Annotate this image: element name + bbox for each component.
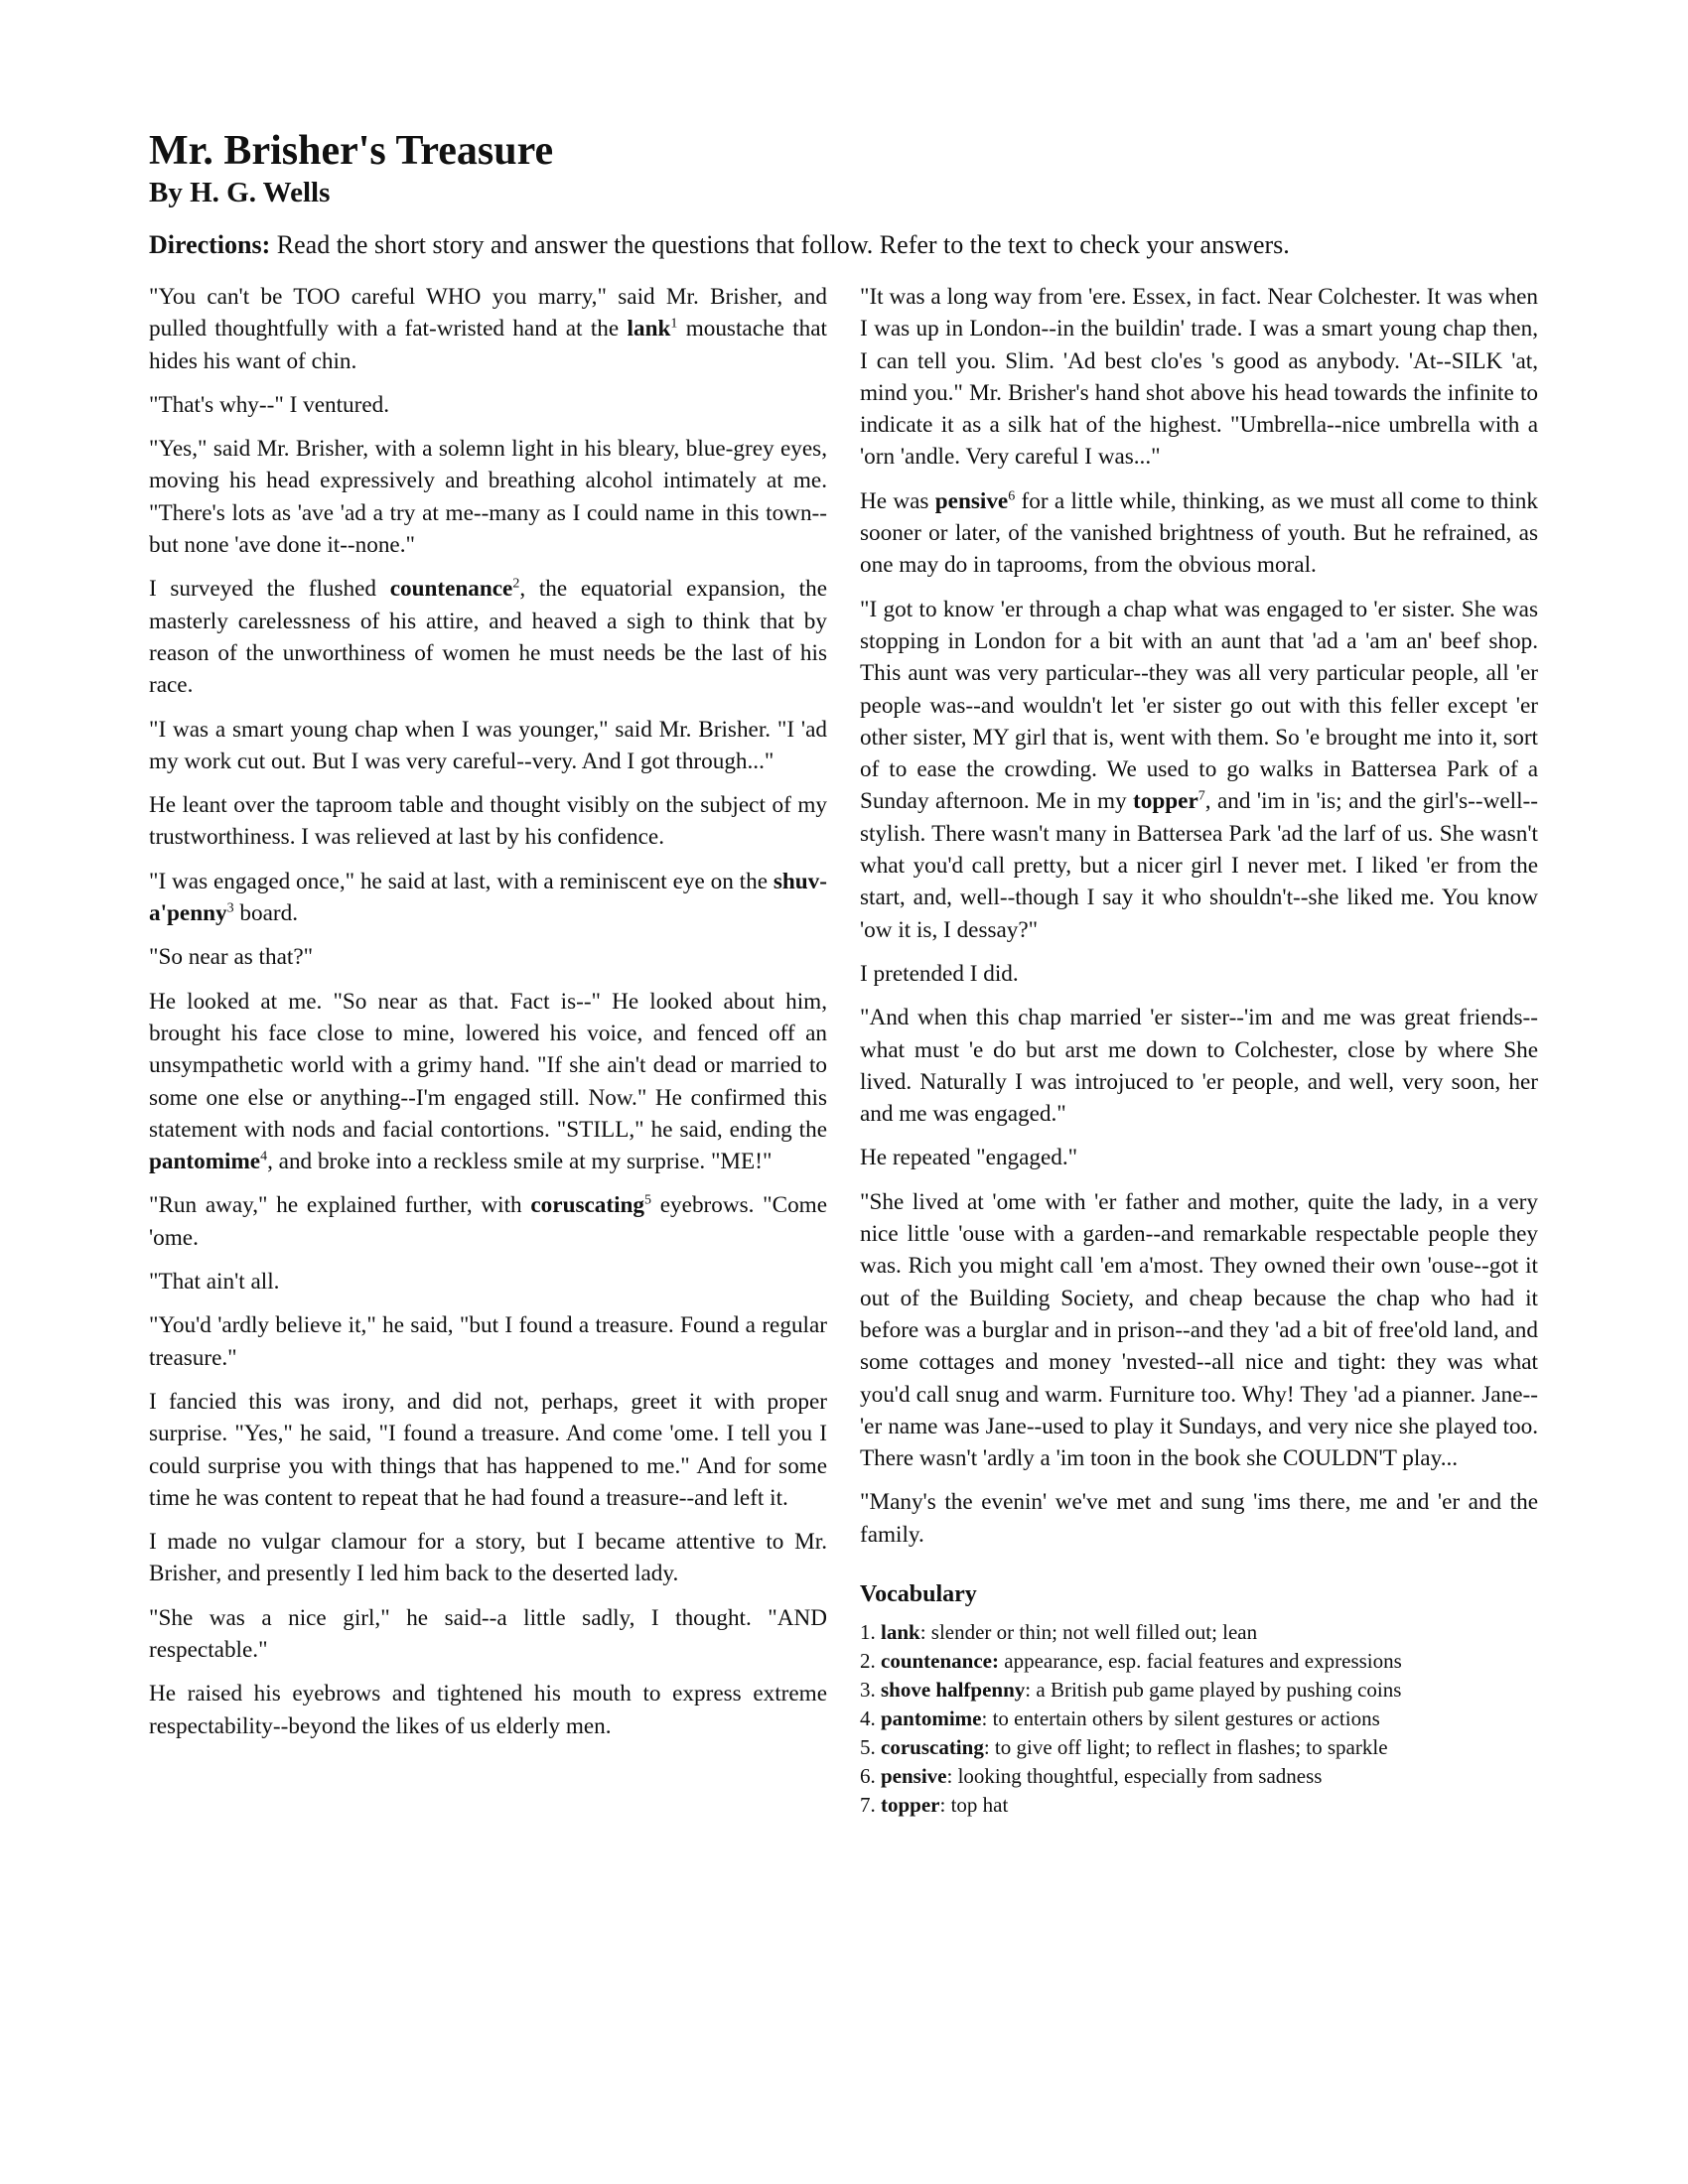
paragraph-text: , the equatorial expansion, the masterly carelessness of his attire, and heaved a sigh to think that by reason of the unworthiness of women he must needs be the last of his race. [149,576,827,699]
footnote-marker: 2 [512,576,520,592]
vocabulary-number: 4. [860,1706,881,1730]
paragraph-text: "That ain't all. [149,1269,280,1296]
vocabulary-definition: : a British pub game played by pushing coins [1025,1677,1402,1702]
vocabulary-item [860,1618,1538,1647]
story-paragraph [860,1002,1538,1130]
story-paragraph [149,866,827,930]
paragraph-text: I surveyed the flushed [149,576,390,603]
vocabulary-definition: : looking thoughtful, especially from sadness [946,1763,1323,1788]
footnote-marker: 7 [1197,788,1205,804]
story-paragraph [149,281,827,377]
story-paragraph [149,986,827,1178]
story-paragraph [149,714,827,778]
vocabulary-term: pensive [881,1763,947,1788]
vocabulary-item [860,1762,1538,1791]
story-paragraph [149,941,827,973]
worksheet-page [149,127,1538,1817]
paragraph-text: "It was a long way from 'ere. Essex, in fact. Near Colchester. It was when I was up in London--in the buildin' trade. I was a smart young chap then, I can tell you. Slim. 'Ad best clo'es 's good as anybody. 'At--SILK 'at, mind you." Mr. Brisher's hand shot above his head towards the infinite to indicate it as a silk hat of the highest. "Umbrella--nice umbrella with a 'orn 'andle. Very careful I was..." [860,284,1538,471]
paragraph-text: I fancied this was irony, and did not, perhaps, greet it with proper surprise. "Yes," he said, "I found a treasure. And come 'ome. I tell you I could surprise you with things that has happened to me." And for some time he was content to repeat that he had found a treasure--and left it. [149,1388,827,1511]
vocabulary-definition: : top hat [939,1792,1009,1817]
paragraph-text: , and broke into a reckless smile at my surprise. "ME!" [267,1149,773,1175]
vocab-term: shuv-a'penny [149,868,827,927]
paragraph-text: He repeated "engaged." [860,1145,1078,1171]
right-column [860,281,1538,1820]
paragraph-text: "So near as that?" [149,944,314,971]
paragraph-text: "You'd 'ardly believe it," he said, "but I found a treasure. Found a regular treasure." [149,1312,827,1371]
story-paragraph [149,1602,827,1667]
vocabulary-term: pantomime [881,1706,982,1730]
story-paragraph [149,1309,827,1374]
paragraph-text: "You can't be TOO careful WHO you marry," said Mr. Brisher, and pulled thoughtfully with a fat-wristed hand at the [149,284,827,342]
vocabulary-list [860,1618,1538,1820]
paragraph-text: moustache that hides his want of chin. [149,316,827,374]
vocabulary-item [860,1733,1538,1762]
paragraph-text: "Run away," he explained further, with [149,1192,531,1219]
vocab-term: countenance [389,576,513,603]
footnote-marker: 1 [670,316,678,332]
paragraph-text: "She lived at 'ome with 'er father and mother, quite the lady, in a very nice little 'ouse with a garden--and remarkable respectable people they was. Rich you might call 'em a'most. They owned their own 'ouse--got it out of the Building Society, and cheap because the chap who had it before was a burglar and in prison--and they 'ad a bit of free'old land, and some cottages and money 'nvested--all nice and tight: they was what you'd call snug and warm. Furniture too. Why! They 'ad a pianner. Jane--'er name was Jane--used to play it Sundays, and very nice she played too. There wasn't 'ardly a 'im toon in the book she COULDN'T play... [860,1188,1538,1472]
paragraph-text: He leant over the taproom table and thought visibly on the subject of my trustworthiness. I was relieved at last by his confidence. [149,792,827,851]
paragraph-text: , and 'im in 'is; and the girl's--well--stylish. There wasn't many in Battersea Park 'ad the larf of us. She wasn't what you'd call pretty, but a nicer girl I never met. I liked 'er from the start, and, well--though I say it who shouldn't--she liked me. You know 'ow it is, I dessay?" [860,788,1538,943]
story-paragraph [149,1526,827,1590]
paragraph-text: for a little while, thinking, as we must all come to think sooner or later, of the vanished brightness of youth. But he refrained, as one may do in taprooms, from the obvious moral. [860,487,1538,579]
paragraph-text: I pretended I did. [860,960,1019,987]
left-column [149,281,827,1754]
directions-label: Directions: [149,230,271,259]
vocab-term: pantomime [149,1149,261,1175]
paragraph-text: I made no vulgar clamour for a story, but I became attentive to Mr. Brisher, and presently I led him back to the deserted lady. [149,1529,827,1587]
story-paragraph [149,1678,827,1742]
story-paragraph [860,281,1538,474]
story-paragraph [149,789,827,854]
story-author: By H. G. Wells [149,177,331,208]
paragraph-text: "That's why--" I ventured. [149,391,390,418]
story-title: Mr. Brisher's Treasure [149,128,554,174]
paragraph-text: "I got to know 'er through a chap what was engaged to 'er sister. She was stopping in London for a bit with an aunt that 'ad a 'am an' beef shop. This aunt was very particular--they was all very particular people, all 'er people was--and wouldn't let 'er sister go out with this feller except 'er other sister, MY girl that is, went with them. So 'e brought me into it, sort of to ease the crowding. We used to go walks in Battersea Park of a Sunday afternoon. Me in my [860,596,1538,815]
vocabulary-number: 3. [860,1677,881,1702]
story-paragraph [149,389,827,421]
paragraph-text: "I was a smart young chap when I was younger," said Mr. Brisher. "I 'ad my work cut out. But I was very careful--very. And I got through..." [149,716,827,774]
vocabulary-number: 2. [860,1648,881,1673]
vocab-term: pensive [934,487,1009,514]
right-column-text [860,281,1538,1551]
vocabulary-item [860,1705,1538,1733]
vocabulary-number: 5. [860,1734,881,1759]
story-paragraph [860,1142,1538,1173]
story-paragraph [860,1486,1538,1551]
directions [149,228,1489,262]
paragraph-text: He looked at me. "So near as that. Fact is--" He looked about him, brought his face close to mine, lowered his voice, and fenced off an unsympathetic world with a grimy hand. "If she ain't dead or married to some one else or anything--I'm engaged still. Now." He confirmed this statement with nods and facial contortions. "STILL," he said, ending the [149,988,827,1143]
paragraph-text: "Many's the evenin' we've met and sung 'ims there, me and 'er and the family. [860,1489,1538,1548]
story-paragraph [860,958,1538,990]
vocabulary-definition: : to give off light; to reflect in flashes; to sparkle [983,1734,1388,1759]
story-paragraph [860,1186,1538,1475]
vocabulary-item [860,1791,1538,1820]
story-paragraph [149,573,827,701]
story-paragraph [860,594,1538,946]
story-paragraph [149,1266,827,1297]
footnote-marker: 6 [1008,488,1016,504]
footnote-marker: 3 [226,900,234,916]
story-paragraph [149,433,827,561]
paragraph-text: "I was engaged once," he said at last, with a reminiscent eye on the [149,868,774,894]
vocabulary-item [860,1676,1538,1705]
vocabulary-term: lank [881,1619,920,1644]
paragraph-text: He was [860,487,935,514]
paragraph-text: "And when this chap married 'er sister--'im and me was great friends--what must 'e do but arst me down to Colchester, close by where She lived. Naturally I was introjuced to 'er people, and well, very soon, her and me was engaged." [860,1005,1538,1128]
footnote-marker: 5 [644,1192,652,1208]
vocabulary-number: 6. [860,1763,881,1788]
paragraph-text: board. [233,900,298,927]
story-paragraph [149,1386,827,1514]
story-paragraph [860,485,1538,582]
vocabulary-definition: : to entertain others by silent gestures or actions [981,1706,1380,1730]
paragraph-text: He raised his eyebrows and tightened his mouth to express extreme respectability--beyond the likes of us elderly men. [149,1681,827,1739]
vocabulary-heading: Vocabulary [860,1580,977,1607]
vocabulary-term: countenance: [881,1648,999,1673]
vocabulary-term: shove halfpenny [881,1677,1026,1702]
vocabulary-number: 1. [860,1619,881,1644]
vocabulary-definition: : slender or thin; not well filled out; lean [919,1619,1258,1644]
vocabulary-term: topper [881,1792,940,1817]
vocabulary-definition: appearance, esp. facial features and expressions [999,1648,1402,1673]
story-paragraph [149,1189,827,1254]
vocab-term: coruscating [530,1192,645,1219]
paragraph-text: "She was a nice girl," he said--a little sadly, I thought. "AND respectable." [149,1604,827,1663]
vocab-term: topper [1133,788,1198,815]
paragraph-text: eyebrows. "Come 'ome. [149,1192,827,1251]
footnote-marker: 4 [260,1149,268,1164]
vocabulary-item [860,1647,1538,1676]
vocabulary-number: 7. [860,1792,881,1817]
vocabulary-term: coruscating [881,1734,984,1759]
vocab-term: lank [627,316,671,342]
paragraph-text: "Yes," said Mr. Brisher, with a solemn light in his bleary, blue-grey eyes, moving his head expressively and breathing alcohol intimately at me. "There's lots as 'ave 'ad a try at me--many as I could name in this town--but none 'ave done it--none." [149,436,827,559]
directions-text: Read the short story and answer the questions that follow. Refer to the text to check your answers. [270,230,1290,259]
